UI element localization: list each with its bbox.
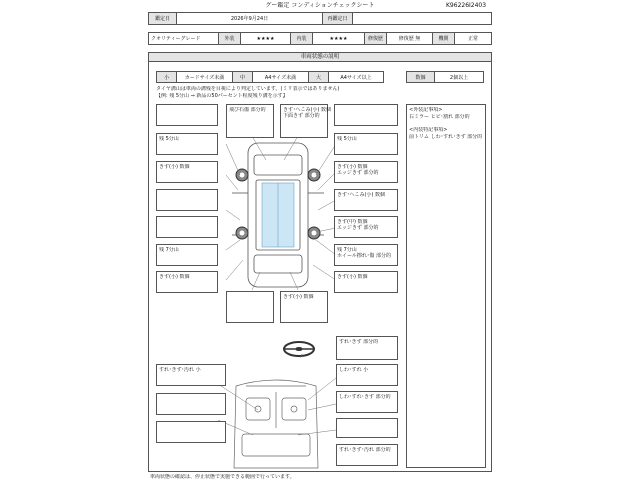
tire-note-example: 【例: 残 5分山 ⇒ 新品の50パーセント程度残り溝を示す】 — [156, 93, 288, 99]
section-title: 車両状態の説明 — [149, 53, 491, 62]
legend-small: 小 — [157, 72, 177, 82]
interior-notes-text: 前トリム しわ･すれ･きず 部分的 — [409, 134, 483, 140]
interior-label: 内装 — [291, 33, 313, 44]
legend-small-desc: カードサイズ未満 — [177, 72, 233, 82]
legend-count: 数個 — [407, 72, 435, 82]
date-label: 鑑定日 — [149, 13, 177, 24]
legend-large-desc: A4サイズ以上 — [340, 74, 372, 81]
box-interior-left-1 — [156, 393, 226, 415]
box-rear-bumper: きず(小) 数個 — [280, 291, 328, 323]
redate-value — [353, 13, 491, 24]
sheet-title: グー鑑定 コンディションチェックシート — [265, 2, 375, 9]
sheet-id: K96226I2403 — [446, 2, 487, 9]
grade-label: クオリティーグレード — [149, 33, 219, 44]
box-left-3 — [156, 216, 218, 238]
box-interior-right-3 — [336, 418, 398, 438]
quality-row — [148, 32, 492, 45]
engine-label: 機関 — [433, 33, 455, 44]
legend-medium: 中 — [233, 72, 253, 82]
redate-label: 再鑑定日 — [323, 13, 353, 24]
legend-large: 大 — [309, 72, 329, 82]
box-front-glass: 飛び石傷 部分的 — [226, 104, 274, 138]
box-left-front: きず(小) 数個 — [156, 161, 218, 183]
footer-note: 車両状態の確認は、停止状態で実施できる範囲で行っています。 — [150, 474, 295, 480]
box-interior-left-2 — [156, 421, 226, 443]
exterior-stars: ★★★★ — [241, 33, 291, 44]
repair-label: 修復歴 — [365, 33, 387, 44]
box-right-rear-2: きず(小) 数個 — [334, 271, 398, 293]
tire-note: タイヤ溝山は車両の溝残を目視により判定しています。(ミリ表示ではありません) — [156, 86, 340, 92]
size-legend — [156, 71, 384, 83]
box-left-1 — [156, 104, 218, 126]
box-right-front-1: きず(小) 数個 エッジきず 部分的 — [334, 161, 398, 183]
box-right-front-2: きず･へこみ(小) 数個 — [334, 189, 398, 211]
box-seat-left: すれ･きず･汚れ 小 — [156, 364, 226, 386]
count-legend — [406, 71, 484, 83]
notes-panel — [406, 104, 486, 468]
date-row — [148, 12, 492, 25]
box-seat-right-1: しわ･すれ 小 — [336, 364, 398, 386]
box-seat-rear: すれ･きず･汚れ 部分的 — [336, 444, 398, 466]
box-tire-rr: 残 7分山 ホイール擦れ･傷 部分的 — [334, 244, 398, 266]
box-tire-fl: 残 5分山 — [156, 133, 218, 155]
exterior-label: 外装 — [219, 33, 241, 44]
box-left-rear: きず(小) 数個 — [156, 271, 218, 293]
repair-value: 修復歴 無 — [387, 33, 433, 44]
legend-medium-desc: A4サイズ未満 — [253, 72, 309, 82]
engine-value: 正常 — [467, 36, 478, 42]
legend-count-desc: 2個以上 — [449, 74, 469, 81]
box-tire-rl: 残 7分山 — [156, 244, 218, 266]
interior-notes-title: <内装特記事項> — [409, 127, 448, 133]
box-right-rear-1: きず(中) 数個 エッジきず 部分的 — [334, 216, 398, 238]
exterior-notes-text: 右ミラー ヒビ･割れ 部分的 — [409, 114, 470, 120]
box-left-2 — [156, 189, 218, 211]
box-seat-right-2: しわ･すれ･きず 部分的 — [336, 391, 398, 413]
box-right-top — [334, 104, 398, 126]
box-front-bumper: きず･へこみ(小) 数個 下面きず 部分的 — [280, 104, 328, 138]
box-tire-fr: 残 5分山 — [334, 133, 398, 155]
box-steering: すれ･きず 部分的 — [336, 336, 398, 360]
box-bottom-left — [226, 291, 274, 323]
date-value: 2026年9月24日 — [177, 13, 323, 24]
exterior-notes-title: <外装記事項> — [409, 107, 443, 113]
interior-stars: ★★★★ — [313, 33, 365, 44]
